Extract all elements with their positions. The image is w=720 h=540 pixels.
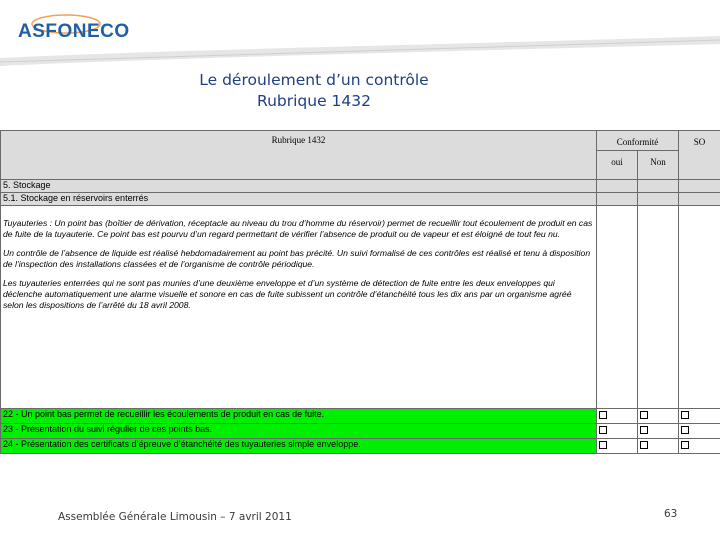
header-band bbox=[0, 0, 720, 70]
table-header-row bbox=[1, 131, 720, 151]
page-title bbox=[0, 70, 628, 112]
so-checkbox[interactable] bbox=[681, 411, 689, 419]
so-checkbox[interactable] bbox=[681, 441, 689, 449]
oui-checkbox[interactable] bbox=[599, 441, 607, 449]
table-row bbox=[1, 409, 720, 424]
item-label: 22 - Un point bas permet de recueillir les écoulements de produit en cas de fuite. bbox=[1, 409, 597, 424]
paragraph-controle: Un contrôle de l’absence de liquide est réalisé hebdomadairement au point bas précité. Un suivi formalisé de ces contrôles est réalisé et tenu à disposition de l’inspection des installations classées et de l’organisme de contrôle périodique. bbox=[3, 248, 591, 269]
title-line-1: Le déroulement d’un contrôle bbox=[199, 71, 429, 89]
so-checkbox[interactable] bbox=[681, 426, 689, 434]
item-label: 23 - Présentation du suivi régulier de ces points bas. bbox=[1, 424, 597, 439]
non-checkbox[interactable] bbox=[640, 426, 648, 434]
header-non: Non bbox=[638, 151, 679, 180]
page-number: 63 bbox=[664, 508, 678, 520]
section-title: 5. Stockage bbox=[1, 180, 597, 193]
subsection-row bbox=[1, 193, 720, 206]
subsection-title: 5.1. Stockage en réservoirs enterrés bbox=[1, 193, 597, 206]
header-so: SO bbox=[679, 131, 720, 180]
footer-text: Assemblée Générale Limousin – 7 avril 2011 bbox=[58, 511, 292, 523]
non-checkbox[interactable] bbox=[640, 441, 648, 449]
logo-text: ASFONECO bbox=[18, 21, 130, 42]
logo bbox=[8, 6, 128, 46]
description-cell bbox=[1, 206, 597, 409]
header-conformite: Conformité bbox=[597, 131, 679, 151]
oui-checkbox[interactable] bbox=[599, 426, 607, 434]
non-checkbox[interactable] bbox=[640, 411, 648, 419]
title-line-2: Rubrique 1432 bbox=[257, 92, 371, 110]
table-row bbox=[1, 424, 720, 439]
checklist-table bbox=[0, 130, 720, 454]
item-label: 24 - Présentation des certificats d’épreuve d’étanchéité des tuyauteries simple enveloppe. bbox=[1, 439, 597, 454]
header-oui: oui bbox=[597, 151, 638, 180]
section-row bbox=[1, 180, 720, 193]
paragraph-tuyauteries: Tuyauteries : Un point bas (boîtier de dérivation, réceptacle au niveau du trou d’homme du réservoir) permet de recueillir tout écoulement de produit en cas de fuite de la tuyauterie. Ce point bas est pourvu d’un regard permettant de vérifier l’absence de produit ou de vapeur et est éloigné de tout feu nu. bbox=[3, 218, 593, 239]
header-rubrique: Rubrique 1432 bbox=[1, 131, 597, 180]
table-row bbox=[1, 439, 720, 454]
paragraph-enterrees: Les tuyauteries enterrées qui ne sont pas munies d’une deuxième enveloppe et d’un système de détection de fuite entre les deux enveloppes qui déclenche automatiquement une alarme visuelle et sonore en cas de fuite subissent un contrôle d’étanchéité tous les dix ans par un organisme agréé selon les dispositions de l’arrêté du 18 avril 2008. bbox=[3, 278, 572, 310]
description-row bbox=[1, 206, 720, 409]
oui-checkbox[interactable] bbox=[599, 411, 607, 419]
